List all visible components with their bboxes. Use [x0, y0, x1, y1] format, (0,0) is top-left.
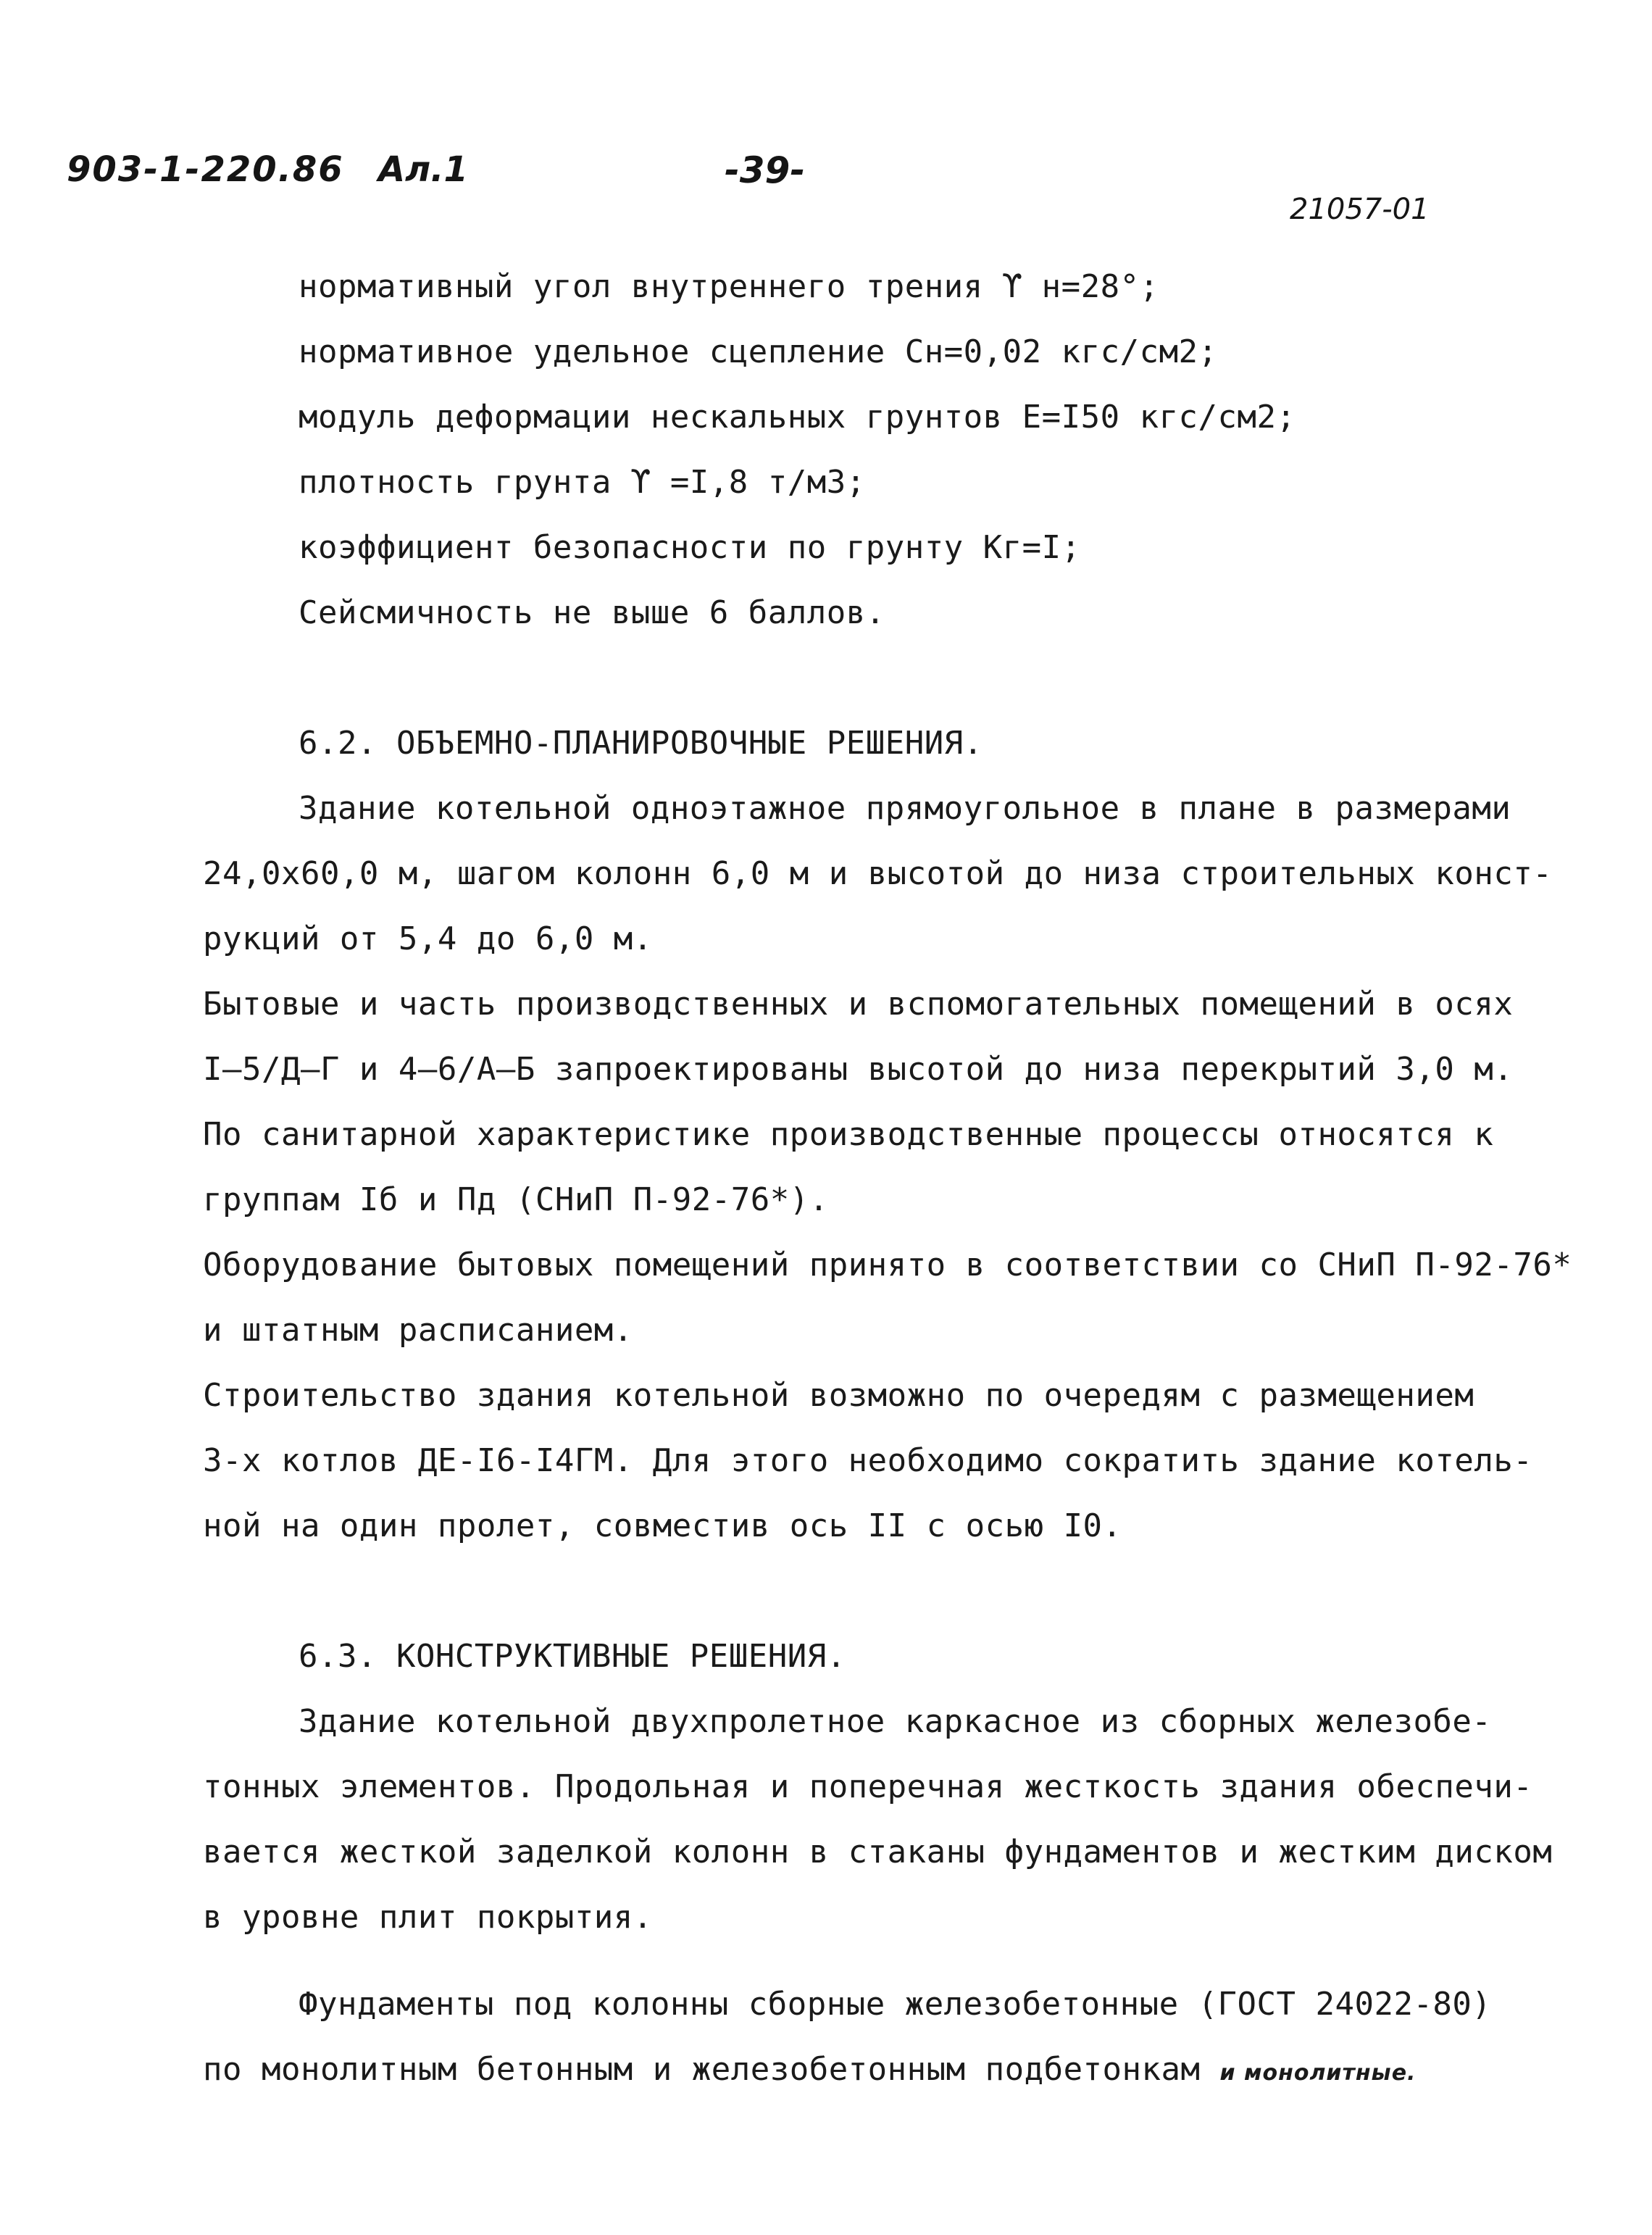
paragraph-line: тонных элементов. Продольная и поперечная жесткость здания обеспечи- — [203, 1768, 1533, 1805]
paragraph-line: Бытовые и часть производственных и вспомогательных помещений в осях — [203, 986, 1514, 1023]
sheet-label: Ал.1 — [378, 149, 468, 190]
param-line: Сейсмичность не выше 6 баллов. — [299, 594, 885, 631]
paragraph-line: I–5/Д–Г и 4–6/А–Б запроектированы высотой до низа перекрытий 3,0 м. — [203, 1051, 1514, 1088]
paragraph-line: группам Iб и Пд (СНиП П-92-76*). — [203, 1181, 829, 1218]
handwritten-addition: и монолитные. — [1219, 2060, 1417, 2086]
paragraph-line: Строительство здания котельной возможно по очередям с размещением — [203, 1377, 1474, 1414]
stamp-number: 21057-01 — [1290, 193, 1430, 226]
paragraph-line-text: по монолитным бетонным и железобетонным подбетонкам — [203, 2051, 1201, 2088]
document-code: 903-1-220.86 — [67, 149, 344, 190]
param-line: нормативное удельное сцепление Сн=0,02 кгс/см2; — [299, 333, 1218, 370]
paragraph-line: вается жесткой заделкой колонн в стаканы фундаментов и жестким диском — [203, 1834, 1553, 1870]
section-heading-6-2: 6.2. ОБЪЕМНО-ПЛАНИРОВОЧНЫЕ РЕШЕНИЯ. — [299, 725, 983, 762]
paragraph-line: ной на один пролет, совместив ось II с осью I0. — [203, 1507, 1122, 1544]
paragraph-line: 24,0х60,0 м, шагом колонн 6,0 м и высотой до низа строительных конст- — [203, 855, 1553, 892]
paragraph-line: в уровне плит покрытия. — [203, 1899, 653, 1936]
paragraph-line: 3-х котлов ДЕ-I6-I4ГМ. Для этого необходимо сократить здание котель- — [203, 1442, 1533, 1479]
param-line: плотность грунта ϒ =I,8 т/м3; — [299, 464, 866, 501]
section-heading-6-3: 6.3. КОНСТРУКТИВНЫЕ РЕШЕНИЯ. — [299, 1638, 846, 1675]
paragraph-line: и штатным расписанием. — [203, 1312, 633, 1349]
paragraph-line — [203, 2048, 1416, 2095]
param-line: модуль деформации нескальных грунтов Е=I50 кгс/см2; — [299, 399, 1296, 436]
paragraph-line: Здание котельной одноэтажное прямоугольное в плане в размерами — [299, 790, 1511, 827]
paragraph-line: Фундаменты под колонны сборные железобетонные (ГОСТ 24022-80) — [299, 1986, 1492, 2023]
paragraph-line: Здание котельной двухпролетное каркасное из сборных железобе- — [299, 1703, 1492, 1740]
paragraph-line: По санитарной характеристике производственные процессы относятся к — [203, 1116, 1494, 1153]
page-number: -39- — [725, 149, 806, 191]
paragraph-line: Оборудование бытовых помещений принято в соответствии со СНиП П-92-76* — [203, 1246, 1572, 1283]
param-line: коэффициент безопасности по грунту Кг=I; — [299, 529, 1081, 566]
paragraph-line: рукций от 5,4 до 6,0 м. — [203, 920, 653, 957]
param-line: нормативный угол внутреннего трения ϒ н=28°; — [299, 268, 1159, 305]
